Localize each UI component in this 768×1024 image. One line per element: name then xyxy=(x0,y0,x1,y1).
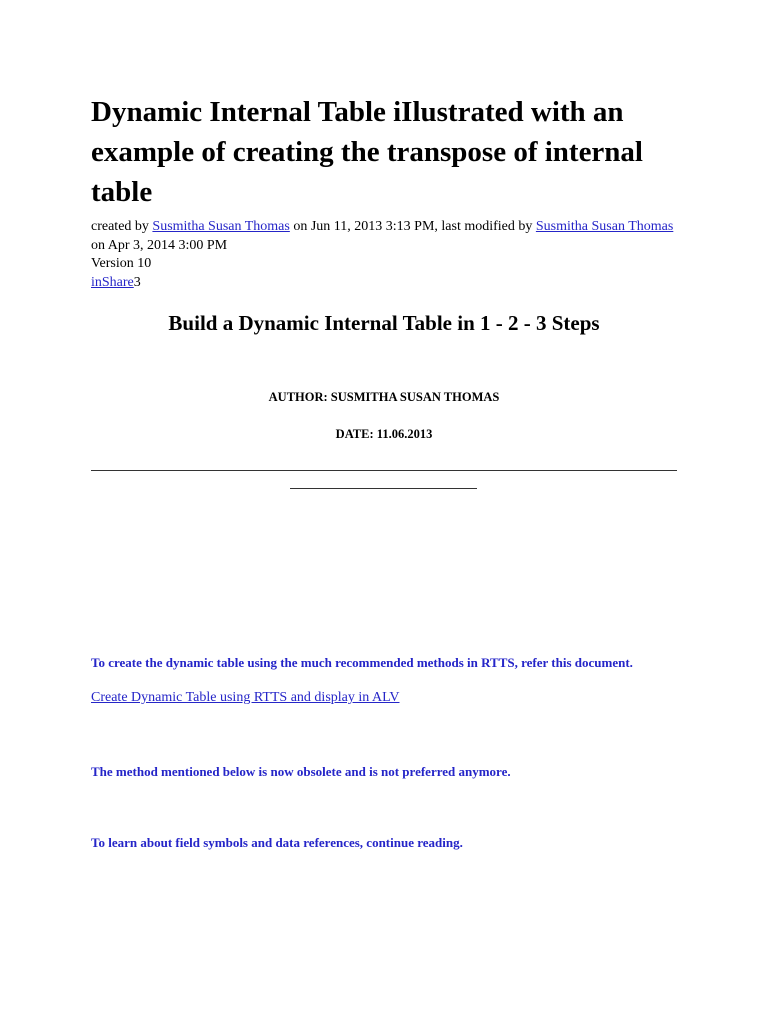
page-title: Dynamic Internal Table iIlustrated with an example of creating the transpose of internal table xyxy=(91,96,643,208)
rtts-intro-note: To create the dynamic table using the much recommended methods in RTTS, refer this document. xyxy=(91,655,633,670)
separator-rule xyxy=(91,470,677,471)
continue-reading-note: To learn about field symbols and data references, continue reading. xyxy=(91,835,463,850)
creator-link[interactable]: Susmitha Susan Thomas xyxy=(152,219,290,234)
obsolete-note: The method mentioned below is now obsolete and is not preferred anymore. xyxy=(91,764,511,779)
modifier-link[interactable]: Susmitha Susan Thomas xyxy=(535,219,674,234)
version-text: Version 10 xyxy=(91,256,152,271)
rtts-document-link[interactable]: Create Dynamic Table using RTTS and display in ALV xyxy=(91,690,400,705)
created-on-text: on Jun 11, 2013 3:13 PM, last modified by xyxy=(289,219,536,234)
modified-on-text: on Apr 3, 2014 3:00 PM xyxy=(91,237,228,253)
document-meta xyxy=(91,218,681,292)
section-heading: Build a Dynamic Internal Table in 1 - 2 - 3 Steps xyxy=(168,311,600,335)
inshare-count: 3 xyxy=(133,274,141,290)
date-line: DATE: 11.06.2013 xyxy=(335,427,433,441)
inshare-link[interactable]: inShare xyxy=(91,274,134,290)
created-by-prefix: created by xyxy=(91,219,153,234)
author-line: AUTHOR: SUSMITHA SUSAN THOMAS xyxy=(268,390,500,404)
separator-rule-short xyxy=(290,488,477,489)
